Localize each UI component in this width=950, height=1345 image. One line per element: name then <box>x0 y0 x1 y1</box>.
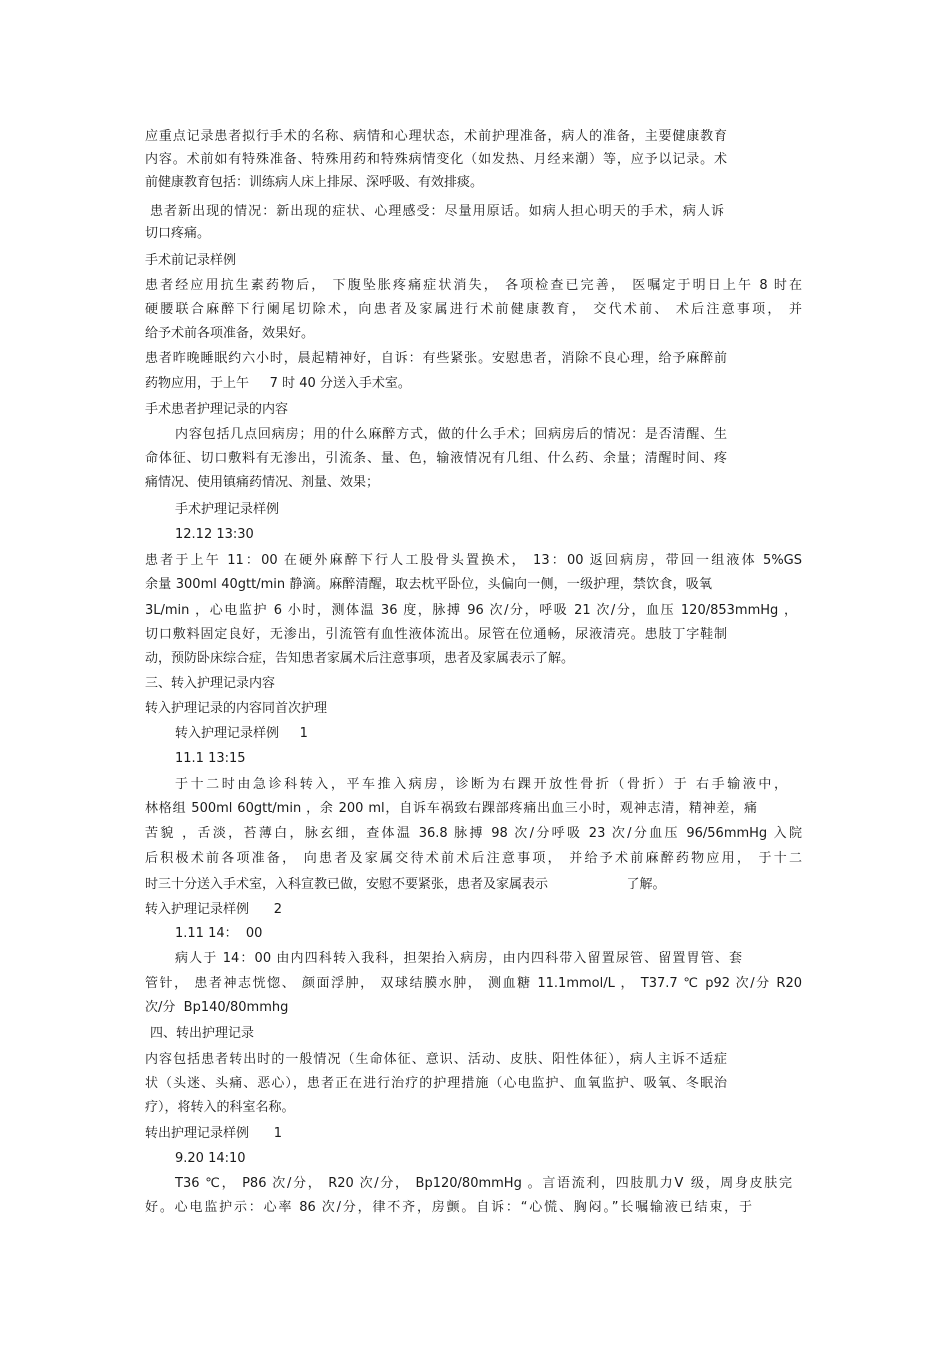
text-line: 切口敷料固定良好，无渗出，引流管有血性液体流出。尿管在位通畅，尿液清亮。患肢丁字鞋制 <box>145 627 727 642</box>
text-line: 好。心电监护示：心率 86 次/分，律不齐，房颤。自诉：“心慌、胸闷。”长嘱输液已结束，于 <box>145 1200 752 1215</box>
text-line: 切口疼痛。 <box>145 226 211 241</box>
section-heading: 转出护理记录样例 1 <box>145 1126 283 1141</box>
section-heading: 转入护理记录的内容同首次护理 <box>145 701 328 716</box>
text-line: 林格组 500ml 60gtt/min ，余 200 ml，自诉车祸致右踝部疼痛出血三小时，观神志清，精神差，痛 <box>145 801 757 816</box>
text-line: 患者经应用抗生素药物后， 下腹坠胀疼痛症状消失， 各项检查已完善， 医嘱定于明日上午 8 时在 <box>145 278 802 293</box>
text-line: 内容。术前如有特殊准备、特殊用药和特殊病情变化（如发热、月经来潮）等，应予以记录。术 <box>145 152 727 167</box>
text-line: 于十二时由急诊科转入，平车推入病房，诊断为右踝开放性骨折（骨折）于 右手输液中， <box>175 777 787 792</box>
text-line: 动，预防卧床综合症，告知患者家属术后注意事项，患者及家属表示了解。 <box>145 651 575 666</box>
text-line: 次/分 Bp140/80mmhg <box>145 1000 289 1015</box>
text-line: 命体征、切口敷料有无渗出，引流条、量、色，输液情况有几组、什么药、余量；清醒时间、疼 <box>145 451 727 466</box>
record-timestamp: 9.20 14:10 <box>175 1151 246 1166</box>
text-line: 内容包括几点回病房；用的什么麻醉方式，做的什么手术；回病房后的情况：是否清醒、生 <box>175 427 727 442</box>
section-heading: 转入护理记录样例 2 <box>145 902 283 917</box>
text-line: 药物应用，于上午 7 时 40 分送入手术室。 <box>145 376 411 391</box>
text-line: 状（头迷、头痛、恶心），患者正在进行治疗的护理措施（心电监护、血氧监护、吸氧、冬眠治 <box>145 1076 727 1091</box>
text-line: 时三十分送入手术室，入科宣教已做，安慰不要紧张，患者及家属表示 了解。 <box>145 877 666 892</box>
text-line: 苦貌 ，舌淡，苔薄白，脉玄细，查体温 36.8 脉搏 98 次/分呼吸 23 次/分血压 96/56mmHg 入院 <box>145 826 802 841</box>
record-timestamp: 12.12 13:30 <box>175 527 254 542</box>
section-heading: 四、转出护理记录 <box>150 1026 255 1041</box>
text-line: 管针， 患者神志恍惚、 颜面浮肿， 双球结膜水肿， 测血糖 11.1mmol/L ， T37.7 ℃ p92 次/分 R20 <box>145 976 802 991</box>
text-line: 应重点记录患者拟行手术的名称、病情和心理状态，术前护理准备，病人的准备，主要健康教育 <box>145 129 727 144</box>
text-line: 患者新出现的情况：新出现的症状、心理感受：尽量用原话。如病人担心明天的手术，病人诉 <box>150 204 724 219</box>
section-heading: 手术前记录样例 <box>145 253 237 268</box>
text-line: 余量 300ml 40gtt/min 静滴。麻醉清醒，取去枕平卧位，头偏向一侧，一级护理，禁饮食，吸氧 <box>145 577 712 592</box>
text-line: 患者于上午 11：00 在硬外麻醉下行人工股骨头置换术， 13：00 返回病房，带回一组液体 5%GS <box>145 553 802 568</box>
text-line: 患者昨晚睡眠约六小时，晨起精神好，自诉：有些紧张。安慰患者，消除不良心理，给予麻醉前 <box>145 351 727 366</box>
section-heading: 手术患者护理记录的内容 <box>145 402 289 417</box>
section-heading: 三、转入护理记录内容 <box>145 676 276 691</box>
text-line: 前健康教育包括：训练病人床上排尿、深呼吸、有效排痰。 <box>145 175 484 190</box>
text-line: 病人于 14：00 由内四科转入我科，担架抬入病房，由内四科带入留置尿管、留置胃管、套 <box>175 951 742 966</box>
text-line: T36 ℃， P86 次/分， R20 次/分， Bp120/80mmHg 。言语流利，四肢肌力Ⅴ 级，周身皮肤完 <box>175 1176 792 1191</box>
text-line: 硬腰联合麻醉下行阑尾切除术，向患者及家属进行术前健康教育， 交代术前、 术后注意事项， 并 <box>145 302 802 317</box>
text-line: 疗），将转入的科室名称。 <box>145 1100 295 1115</box>
text-line: 3L/min ，心电监护 6 小时，测体温 36 度，脉搏 96 次/分，呼吸 21 次/分，血压 120/853mmHg ， <box>145 603 797 618</box>
text-line: 痛情况、使用镇痛药情况、剂量、效果； <box>145 475 380 490</box>
record-timestamp: 1.11 14： 00 <box>175 926 263 941</box>
text-line: 给予术前各项准备，效果好。 <box>145 326 315 341</box>
text-line: 内容包括患者转出时的一般情况（生命体征、意识、活动、皮肤、阳性体征），病人主诉不适症 <box>145 1052 727 1067</box>
text-line: 后积极术前各项准备， 向患者及家属交待术前术后注意事项， 并给予术前麻醉药物应用， 于十二 <box>145 851 802 866</box>
section-heading: 转入护理记录样例 1 <box>175 726 308 741</box>
record-timestamp: 11.1 13:15 <box>175 751 246 766</box>
section-heading: 手术护理记录样例 <box>175 502 280 517</box>
